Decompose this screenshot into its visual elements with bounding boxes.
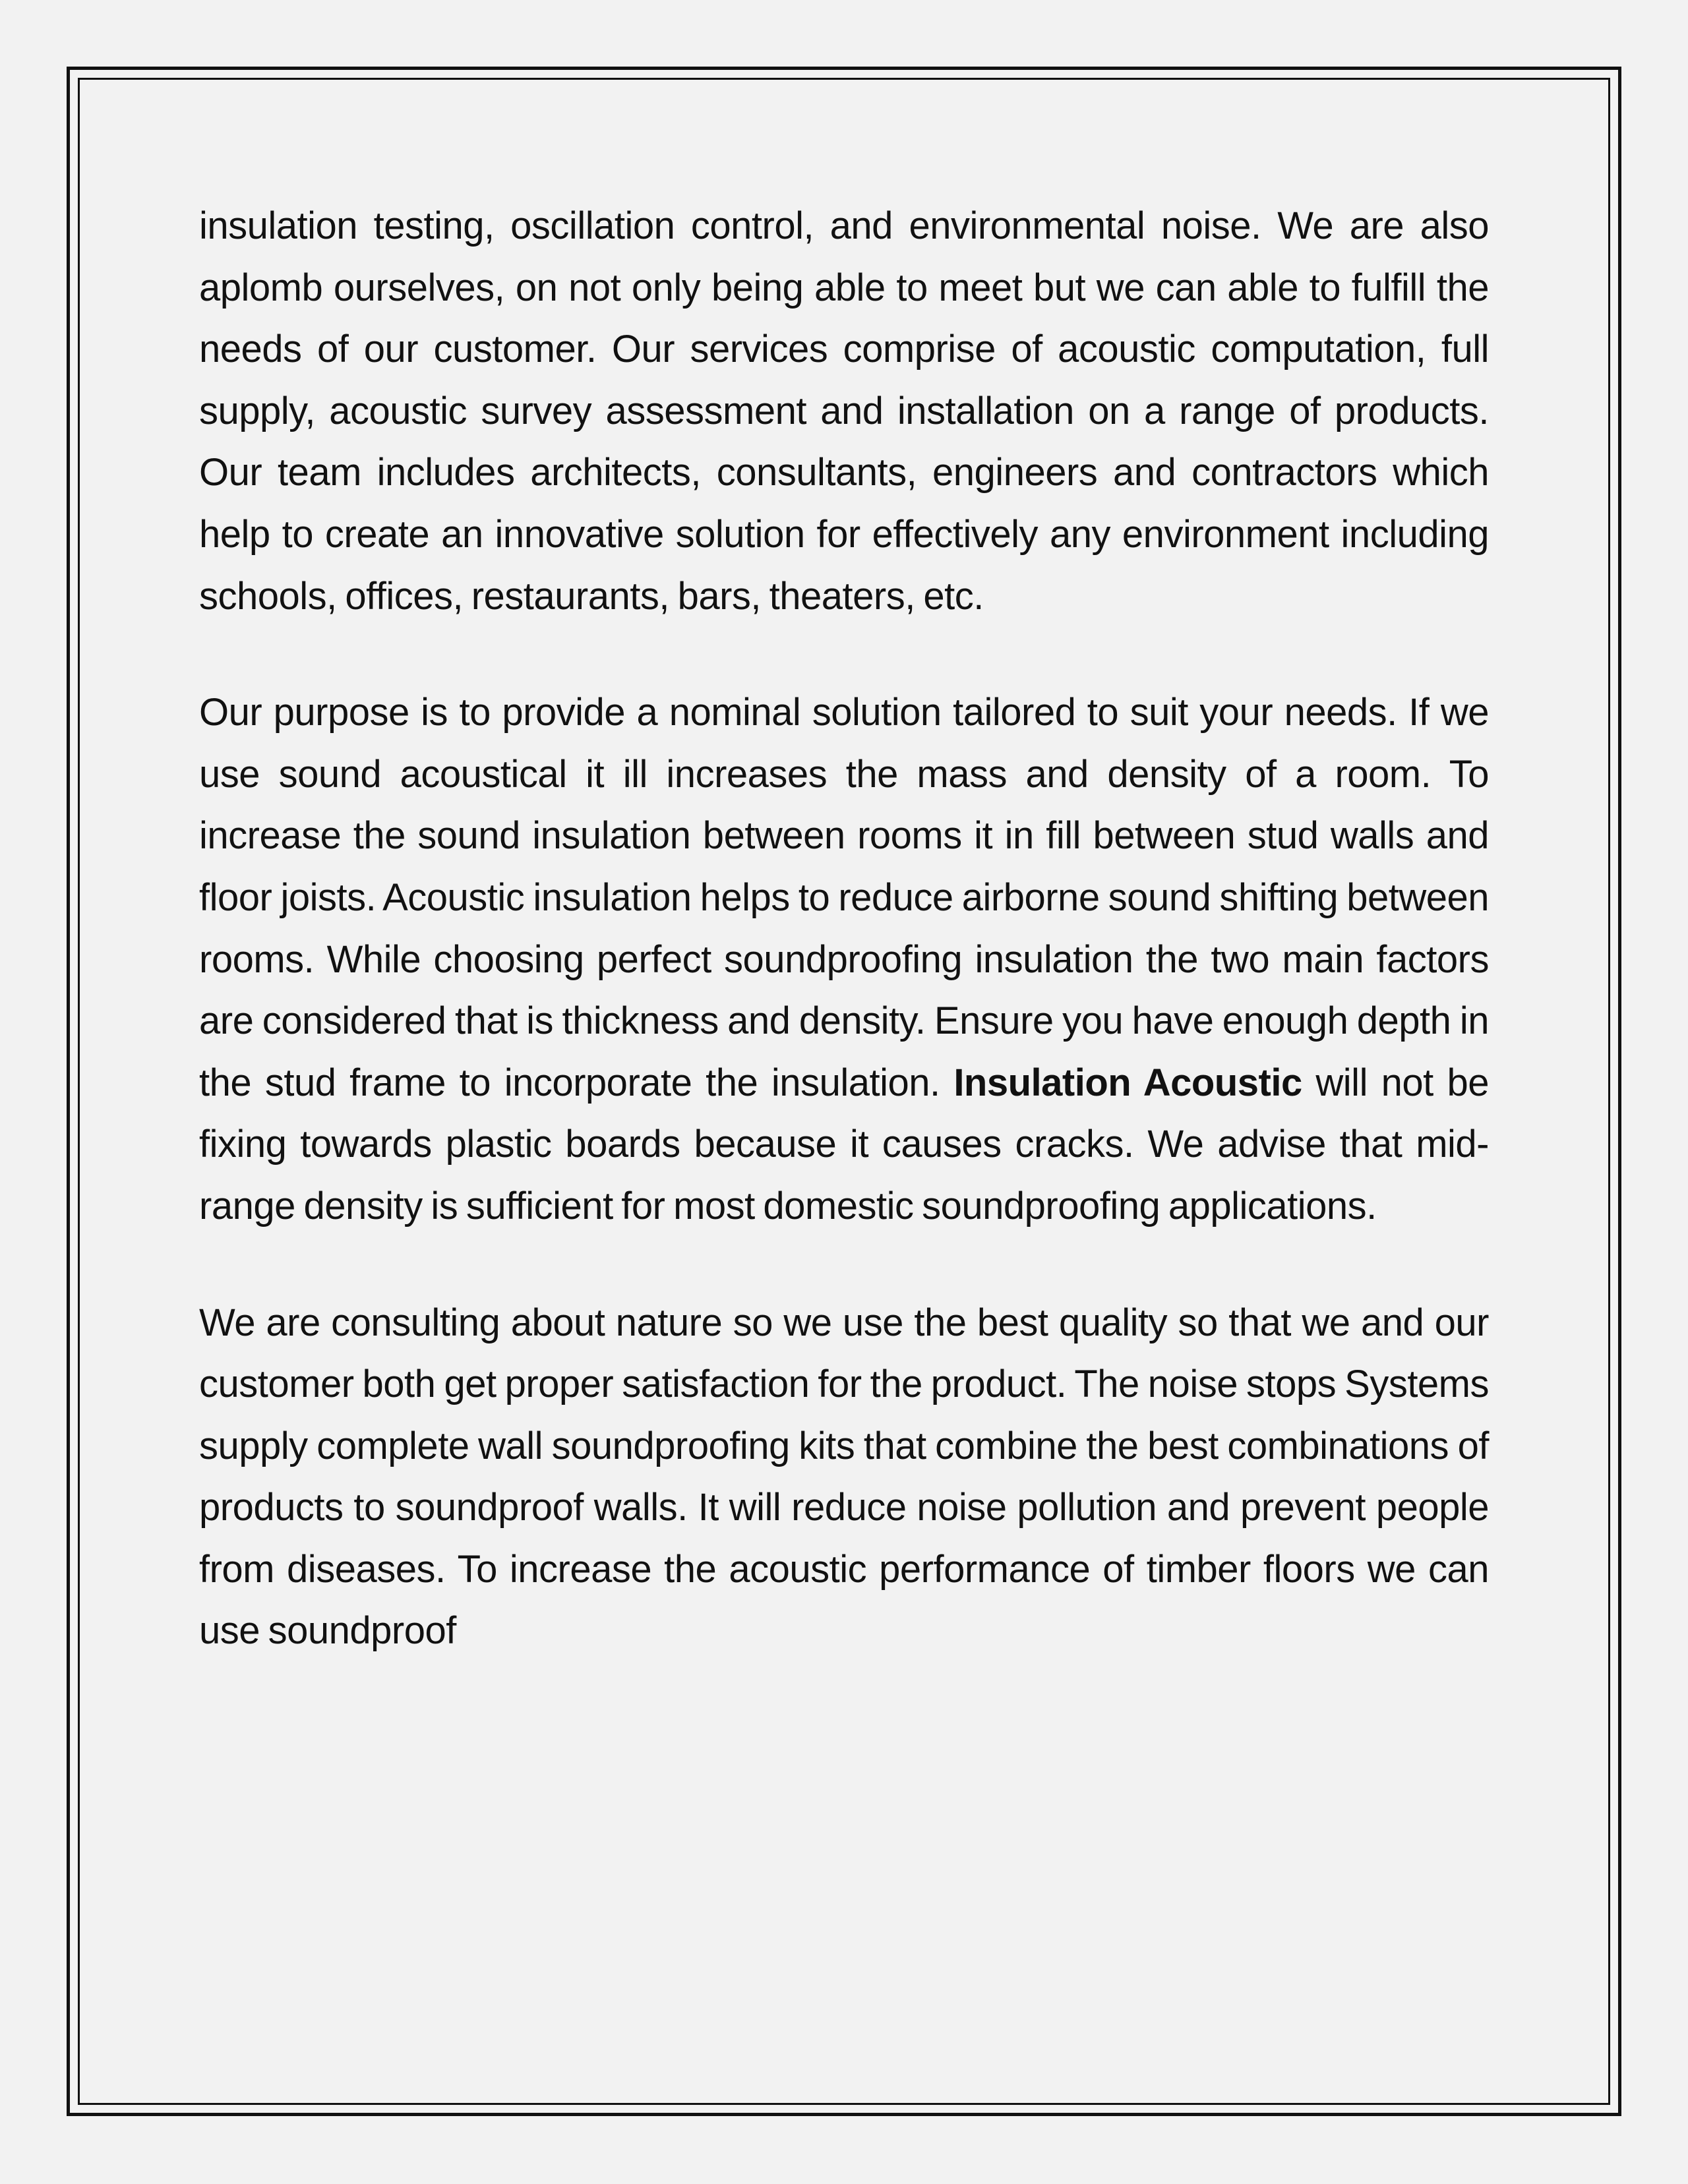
paragraph-2 [199, 682, 1489, 1237]
paragraph-3: We are consulting about nature so we use the best quality so that we and our customer both get proper satisfaction for the product. The noise stops Systems supply complete wall soundproofing kits that combine the best combinations of products to soundproof walls. It will reduce noise pollution and prevent people from diseases. To increase the acoustic performance of timber floors we can use soundproof [199, 1301, 1489, 1653]
paragraph-2-text-before: Our purpose is to provide a nominal solution tailored to suit your needs. If we use sound acoustical it ill increases the mass and density of a room. To increase the sound insulation between rooms it in fill between stud walls and floor joists. Acoustic insulation helps to reduce airborne sound shifting between rooms. While choosing perfect soundproofing insulation the two main factors are considered that is thickness and density. Ensure you have enough depth in the stud frame to incorporate the insulation. [199, 691, 1489, 1104]
paragraph-2-text-after: will not be fixing towards plastic boards because it causes cracks. We advise that mid-range density is sufficient for most domestic soundproofing applications. [199, 1061, 1490, 1227]
document-body [199, 195, 1489, 1662]
paragraph-1: insulation testing, oscillation control, and environmental noise. We are also aplomb ourselves, on not only being able to meet but we can able to fulfill the needs of our customer. Our services comprise of acoustic computation, full supply, acoustic survey assessment and installation on a range of products. Our team includes architects, consultants, engineers and contractors which help to create an innovative solution for effectively any environment including schools, offices, restaurants, bars, theaters, etc. [199, 204, 1489, 618]
paragraph-2-bold-keyword: Insulation Acoustic [953, 1061, 1302, 1104]
